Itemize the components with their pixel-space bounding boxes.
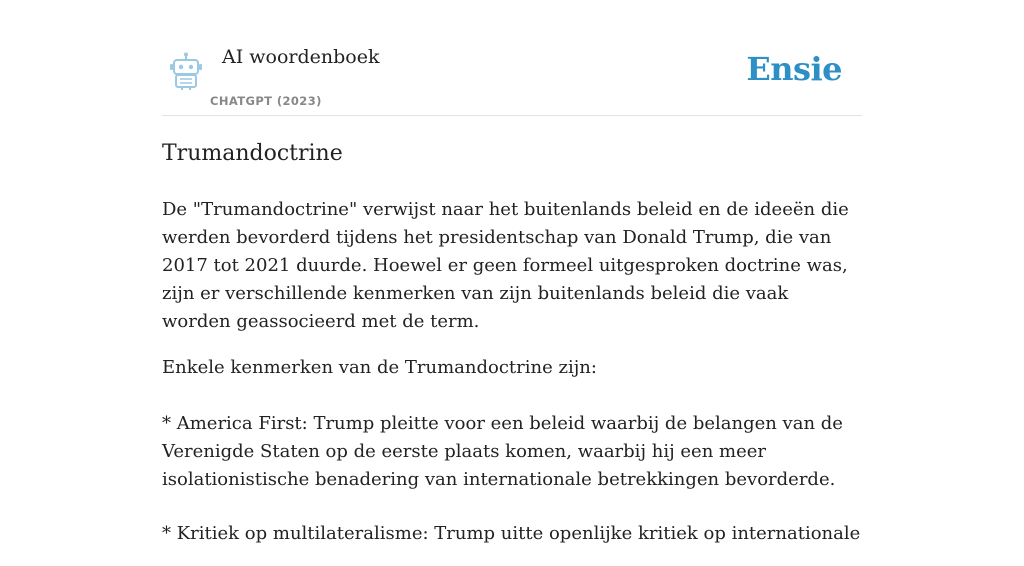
definition-paragraph: De "Trumandoctrine" verwijst naar het buitenlands beleid en de ideeën die werden bevorderd tijdens het presidentschap van Donald Trump, die van 2017 tot 2021 duurde. Hoewel er geen formeel uitgesproken doctrine was, zijn er verschillende kenmerken van zijn buitenlands beleid die vaak worden geassocieerd met de term.	[162, 199, 849, 332]
definition-paragraph: * Kritiek op multilateralisme: Trump uitte openlijke kritiek op internationale	[162, 523, 861, 544]
source-title-link[interactable]: AI woordenboek	[222, 46, 380, 68]
entry-title: Trumandoctrine	[162, 141, 343, 166]
source-subtitle: CHATGPT (2023)	[210, 94, 322, 108]
brand-logo[interactable]: Ensie	[746, 50, 842, 88]
dictionary-header	[162, 40, 862, 116]
definition-paragraph: Enkele kenmerken van de Trumandoctrine zijn:	[162, 357, 597, 378]
entry-content	[162, 138, 862, 566]
definition-paragraph: * America First: Trump pleitte voor een beleid waarbij de belangen van de Verenigde Staten op de eerste plaats komen, waarbij hij een meer isolationistische benadering van internationale betrekkingen bevorderde.	[162, 413, 843, 490]
robot-icon	[166, 52, 206, 90]
